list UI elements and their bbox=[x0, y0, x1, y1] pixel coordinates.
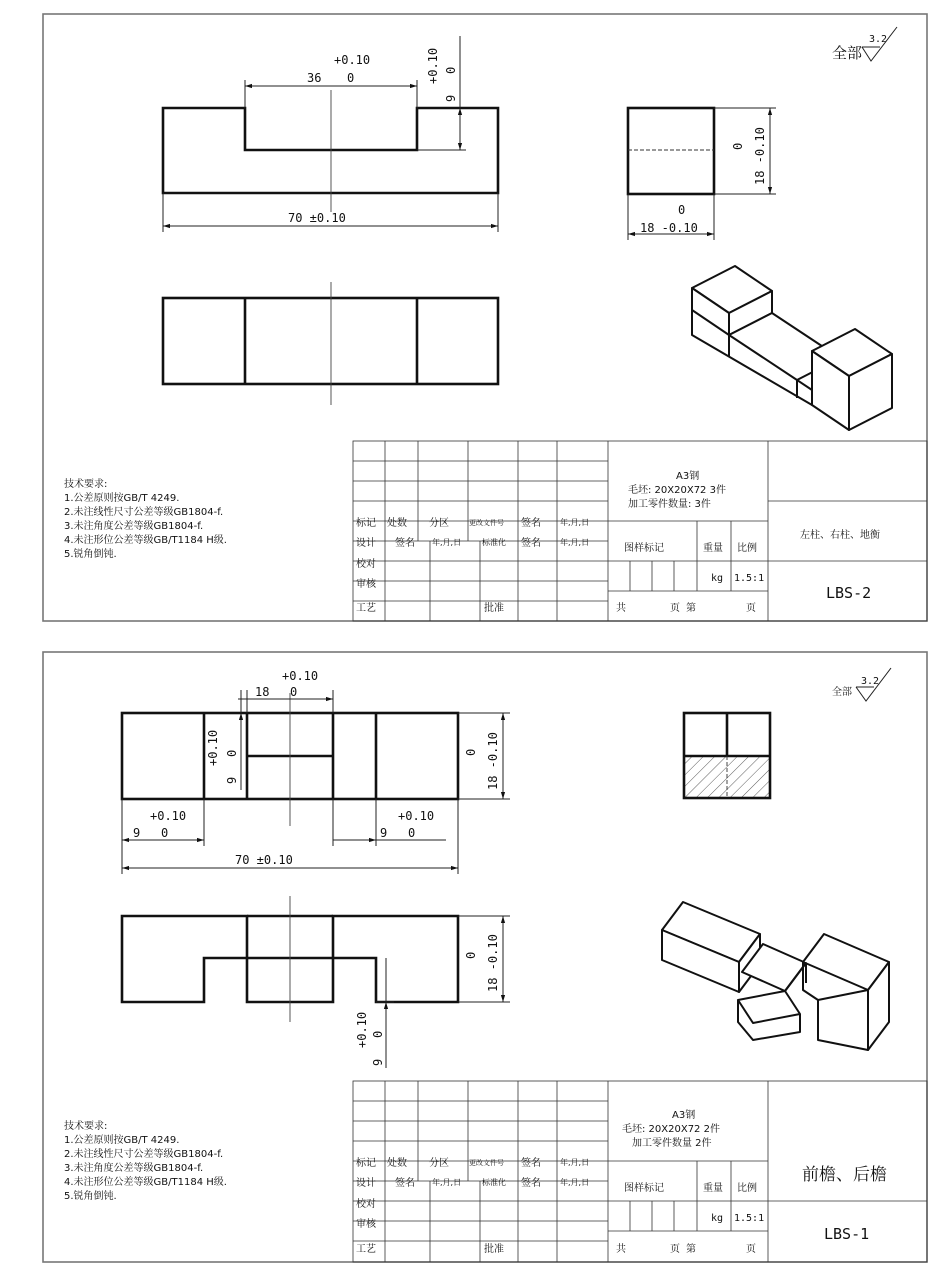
tb-blank: 毛坯: 20X20X72 3件 bbox=[628, 485, 726, 496]
tb-std-date: 年,月,日 bbox=[560, 538, 590, 547]
tb-page: 页 bbox=[746, 603, 756, 614]
front-height: 18 -0.10 bbox=[486, 934, 500, 992]
tb-drawing-no: LBS-1 bbox=[824, 1225, 870, 1243]
side-height: 18 -0.10 bbox=[753, 127, 767, 185]
slot-tol-lower: 0 bbox=[347, 71, 355, 85]
tb-check: 校对 bbox=[356, 1199, 376, 1210]
tech-req-item: 1.公差原则按GB/T 4249. bbox=[64, 493, 180, 504]
tb-process: 工艺 bbox=[356, 603, 376, 614]
notch-tol-upper: +0.10 bbox=[355, 1011, 369, 1048]
tech-req-item: 1.公差原则按GB/T 4249. bbox=[64, 1135, 180, 1146]
tb-rev-count: 处数 bbox=[387, 1158, 407, 1169]
tb-rev-sign: 签名 bbox=[521, 518, 541, 529]
tech-req-title: 技术要求: bbox=[64, 1121, 108, 1132]
sheet-lbs-2 bbox=[43, 14, 927, 621]
tech-req-item: 2.未注线性尺寸公差等级GB1804-f. bbox=[64, 507, 224, 518]
sheet-lbs-1 bbox=[43, 652, 927, 1262]
tb-design-sign: 签名 bbox=[395, 538, 415, 549]
tech-req-item: 3.未注角度公差等级GB1804-f. bbox=[64, 1163, 204, 1174]
tb-standardize: 标准化 bbox=[482, 538, 506, 547]
tb-design: 设计 bbox=[356, 538, 376, 549]
tb-design-sign: 签名 bbox=[395, 1178, 415, 1189]
depth-tol-upper: +0.10 bbox=[426, 47, 440, 84]
tb-pattern-mark: 图样标记 bbox=[624, 1183, 664, 1194]
tb-pattern-mark: 图样标记 bbox=[624, 543, 664, 554]
tb-part-name: 左柱、右柱、地衡 bbox=[800, 530, 880, 541]
tb-rev-sign: 签名 bbox=[521, 1158, 541, 1169]
tb-page: 页 bbox=[670, 603, 680, 614]
tb-weight: 重量 bbox=[703, 543, 723, 554]
right-tol-lower: 0 bbox=[408, 826, 416, 840]
left-tol-upper: +0.10 bbox=[150, 809, 187, 823]
tb-standardize: 标准化 bbox=[482, 1178, 506, 1187]
tb-quantity: 加工零件数量: 3件 bbox=[628, 499, 711, 510]
tb-rev-zone: 分区 bbox=[429, 518, 449, 529]
roughness-label: 全部 bbox=[832, 687, 852, 698]
tb-rev-date: 年,月,日 bbox=[560, 518, 590, 527]
tb-rev-zone: 分区 bbox=[429, 1158, 449, 1169]
tb-weight-unit: kg bbox=[711, 573, 724, 584]
tb-rev-mark: 标记 bbox=[356, 1158, 376, 1169]
tb-rev-doc: 更改文件号 bbox=[469, 1159, 504, 1167]
slot-tol-lower: 0 bbox=[290, 685, 298, 699]
slot-tol-upper: +0.10 bbox=[282, 669, 319, 683]
slot-tol-upper: +0.10 bbox=[334, 53, 371, 67]
right-width: 9 bbox=[380, 826, 388, 840]
side-width-lower: 0 bbox=[678, 203, 686, 217]
height-lower: 0 bbox=[464, 748, 478, 756]
depth-value: 9 bbox=[225, 776, 239, 784]
notch-depth: 9 bbox=[371, 1058, 385, 1066]
tb-std-sign: 签名 bbox=[521, 1178, 541, 1189]
tb-process: 工艺 bbox=[356, 1244, 376, 1255]
tb-total: 共 bbox=[616, 603, 626, 614]
notch-tol-lower: 0 bbox=[371, 1030, 385, 1038]
tb-drawing-no: LBS-2 bbox=[826, 584, 872, 602]
tb-rev-date: 年,月,日 bbox=[560, 1158, 590, 1167]
tb-total: 共 bbox=[616, 1244, 626, 1255]
tb-part-name: 前檐、后檐 bbox=[802, 1165, 887, 1185]
tech-req-item: 5.锐角倒钝. bbox=[64, 1191, 117, 1202]
tb-page: 页 bbox=[746, 1244, 756, 1255]
depth-value: 9 bbox=[444, 94, 458, 102]
right-tol-upper: +0.10 bbox=[398, 809, 435, 823]
tb-scale: 比例 bbox=[737, 543, 757, 554]
front-height-lower: 0 bbox=[464, 951, 478, 959]
tb-review: 审核 bbox=[356, 1219, 376, 1230]
tb-sheet-no: 第 bbox=[686, 603, 696, 614]
tech-req-title: 技术要求: bbox=[64, 479, 108, 490]
tb-std-date: 年,月,日 bbox=[560, 1178, 590, 1187]
tb-std-sign: 签名 bbox=[521, 538, 541, 549]
tb-approve: 批准 bbox=[484, 1244, 504, 1255]
left-width: 9 bbox=[133, 826, 141, 840]
depth-tol-lower: 0 bbox=[444, 66, 458, 74]
tb-approve: 批准 bbox=[484, 603, 504, 614]
roughness-label: 全部 bbox=[832, 44, 863, 62]
tb-blank: 毛坯: 20X20X72 2件 bbox=[622, 1124, 720, 1135]
tb-design-date: 年,月,日 bbox=[432, 1178, 462, 1187]
roughness-value: 3.2 bbox=[869, 34, 888, 45]
tb-sheet-no: 第 bbox=[686, 1244, 696, 1255]
tech-req-item: 4.未注形位公差等级GB/T1184 H级. bbox=[64, 535, 227, 546]
tb-check: 校对 bbox=[356, 559, 376, 570]
tb-weight: 重量 bbox=[703, 1183, 723, 1194]
height: 18 -0.10 bbox=[486, 732, 500, 790]
tb-rev-count: 处数 bbox=[387, 518, 407, 529]
depth-tol-lower: 0 bbox=[225, 749, 239, 757]
tb-rev-mark: 标记 bbox=[356, 518, 376, 529]
tb-material: A3钢 bbox=[676, 471, 700, 482]
tb-quantity: 加工零件数量 2件 bbox=[632, 1138, 712, 1149]
length-value: 70 ±0.10 bbox=[288, 211, 346, 225]
depth-tol-upper: +0.10 bbox=[206, 729, 220, 766]
slot-width: 18 bbox=[255, 685, 270, 699]
side-width: 18 -0.10 bbox=[640, 221, 698, 235]
tb-material: A3钢 bbox=[672, 1110, 696, 1121]
left-tol-lower: 0 bbox=[161, 826, 169, 840]
roughness-value: 3.2 bbox=[861, 676, 880, 687]
tech-req-item: 3.未注角度公差等级GB1804-f. bbox=[64, 521, 204, 532]
tech-req-item: 5.锐角倒钝. bbox=[64, 549, 117, 560]
length-value: 70 ±0.10 bbox=[235, 853, 293, 867]
tb-weight-unit: kg bbox=[711, 1213, 724, 1224]
tb-scale-value: 1.5:1 bbox=[734, 573, 765, 584]
side-height-lower: 0 bbox=[731, 142, 745, 150]
tech-req-item: 4.未注形位公差等级GB/T1184 H级. bbox=[64, 1177, 227, 1188]
tb-page: 页 bbox=[670, 1244, 680, 1255]
tb-review: 审核 bbox=[356, 579, 376, 590]
tb-design-date: 年,月,日 bbox=[432, 538, 462, 547]
tb-rev-doc: 更改文件号 bbox=[469, 519, 504, 527]
tb-scale-value: 1.5:1 bbox=[734, 1213, 765, 1224]
slot-width: 36 bbox=[307, 71, 322, 85]
tech-req-item: 2.未注线性尺寸公差等级GB1804-f. bbox=[64, 1149, 224, 1160]
tb-design: 设计 bbox=[356, 1178, 376, 1189]
tb-scale: 比例 bbox=[737, 1183, 757, 1194]
